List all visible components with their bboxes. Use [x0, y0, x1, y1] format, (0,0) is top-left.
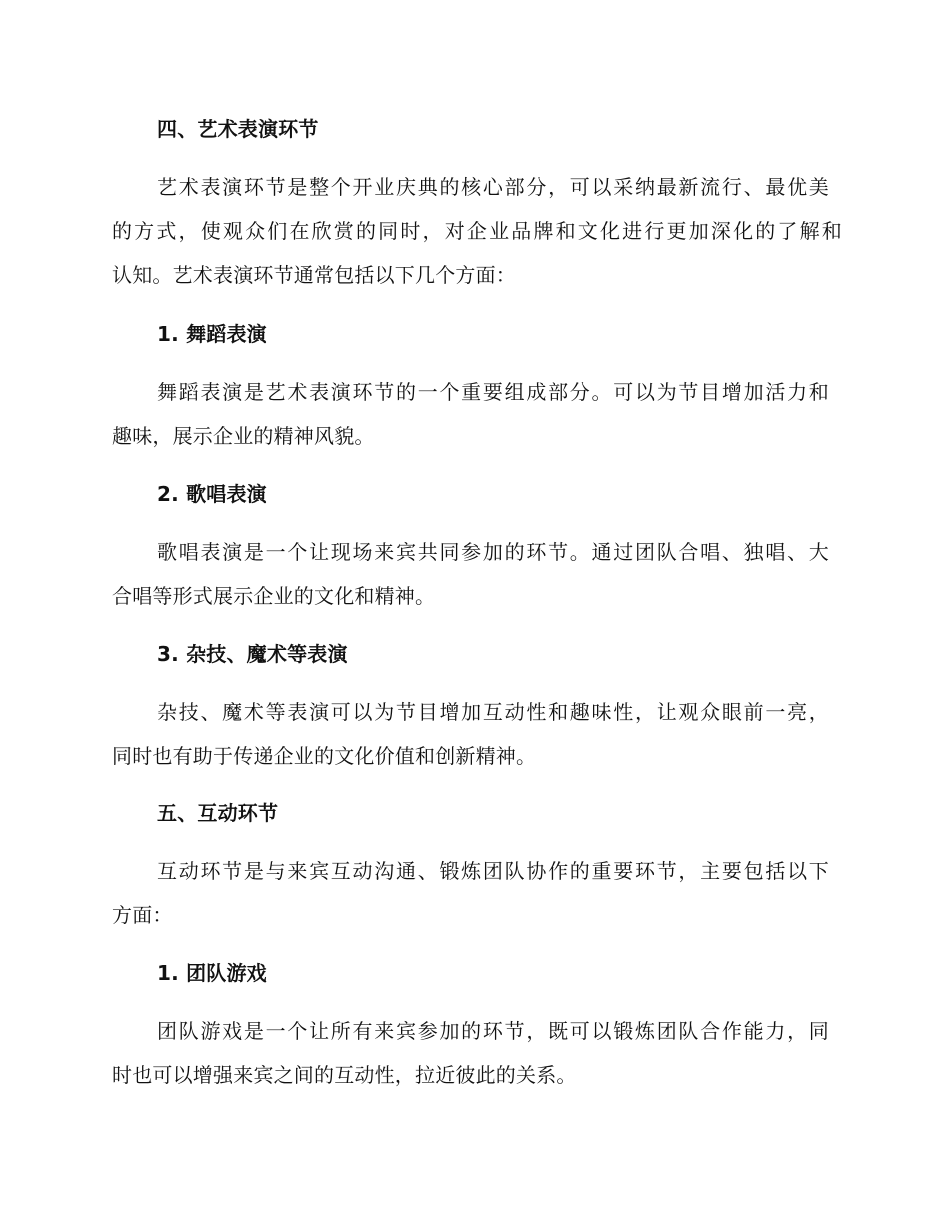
- paragraph-line: 舞蹈表演是艺术表演环节的一个重要组成部分。可以为节目增加活力和: [157, 380, 829, 404]
- paragraph-line: 歌唱表演是一个让现场来宾共同参加的环节。通过团队合唱、独唱、大: [157, 540, 829, 564]
- paragraph-line: 的方式，使观众们在欣赏的同时，对企业品牌和文化进行更加深化的了解和: [112, 219, 842, 243]
- subheading-singing: 2. 歌唱表演: [157, 482, 267, 506]
- subheading-team-games: 1. 团队游戏: [157, 961, 267, 985]
- paragraph-line: 时也可以增强来宾之间的互动性，拉近彼此的关系。: [112, 1063, 577, 1087]
- paragraph-line: 互动环节是与来宾互动沟通、锻炼团队协作的重要环节，主要包括以下: [157, 859, 829, 883]
- paragraph-line: 杂技、魔术等表演可以为节目增加互动性和趣味性，让观众眼前一亮，: [157, 700, 829, 724]
- paragraph-line: 趣味，展示企业的精神风貌。: [112, 424, 375, 448]
- paragraph-line: 合唱等形式展示企业的文化和精神。: [112, 584, 436, 608]
- paragraph-line: 团队游戏是一个让所有来宾参加的环节，既可以锻炼团队合作能力，同: [157, 1019, 829, 1043]
- subheading-acrobatics: 3. 杂技、魔术等表演: [157, 642, 348, 666]
- paragraph-line: 方面：: [112, 903, 173, 927]
- paragraph-line: 认知。艺术表演环节通常包括以下几个方面：: [112, 263, 516, 287]
- section-heading-interaction: 五、互动环节: [157, 801, 279, 825]
- section-heading-art-performance: 四、艺术表演环节: [157, 117, 319, 141]
- paragraph-line: 艺术表演环节是整个开业庆典的核心部分，可以采纳最新流行、最优美: [157, 175, 829, 199]
- paragraph-line: 同时也有助于传递企业的文化价值和创新精神。: [112, 744, 537, 768]
- subheading-dance: 1. 舞蹈表演: [157, 322, 267, 346]
